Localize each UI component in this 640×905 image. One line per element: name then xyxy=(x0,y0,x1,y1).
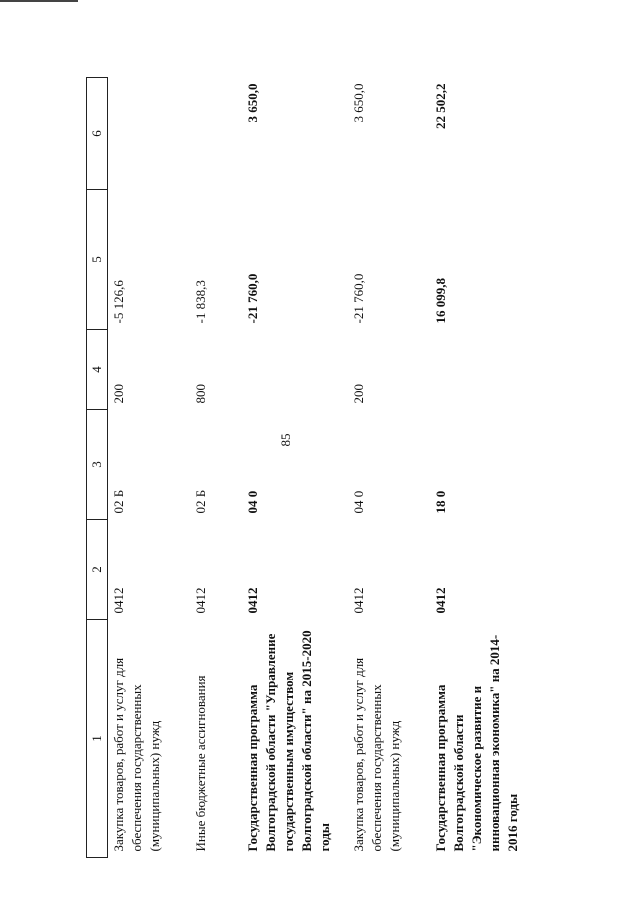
amount-2016: 3 650,0 xyxy=(245,83,260,123)
header-col-1: 1 xyxy=(87,620,108,858)
amount-2015: 16 099,8 xyxy=(433,278,448,324)
header-col-4: 4 xyxy=(87,330,108,410)
row-name: Закупка товаров, работ и услуг для обеспечения государственных (муниципальных) нужд xyxy=(351,657,402,852)
section-code: 0412 xyxy=(193,587,208,614)
amount-2015: -1 838,3 xyxy=(193,280,208,324)
expense-type xyxy=(430,330,544,410)
amount-2016 xyxy=(190,78,242,190)
header-col-2: 2 xyxy=(87,520,108,620)
section-code: 0412 xyxy=(245,587,260,614)
expense-type: 200 xyxy=(111,384,126,404)
header-col-3: 3 xyxy=(87,410,108,520)
row-name: Государственная программа Волгоградской области "Управление государственным имуществом Волгоградской области" на 2015-2020 годы xyxy=(245,630,332,852)
table-row xyxy=(108,78,191,858)
budget-table-container xyxy=(86,78,614,858)
table-row xyxy=(242,78,348,858)
expense-type xyxy=(242,330,348,410)
table-row xyxy=(348,78,430,858)
table-row xyxy=(430,78,544,858)
expense-type: 200 xyxy=(351,384,366,404)
amount-2016 xyxy=(108,78,191,190)
row-name: Закупка товаров, работ и услуг для обеспечения государственных (муниципальных) нужд xyxy=(111,657,162,852)
row-name: Иные бюджетные ассигнования xyxy=(193,675,208,852)
target-code: 02 Б xyxy=(193,489,208,514)
scan-edge-line xyxy=(0,0,78,2)
target-code: 02 Б xyxy=(111,489,126,514)
section-code: 0412 xyxy=(351,587,366,614)
expense-type: 800 xyxy=(193,384,208,404)
page-number: 85 xyxy=(278,433,293,447)
amount-2015: -5 126,6 xyxy=(111,280,126,324)
amount-2015: -21 760,0 xyxy=(245,273,260,324)
section-code: 0412 xyxy=(433,587,448,614)
target-code: 18 0 xyxy=(433,490,448,514)
budget-table xyxy=(86,77,544,858)
section-code: 0412 xyxy=(111,587,126,614)
target-code: 04 0 xyxy=(351,490,366,514)
row-name: Государственная программа Волгоградской области "Экономическое развитие и инновационная экономика" на 2014-2016 годы xyxy=(433,634,520,852)
header-col-5: 5 xyxy=(87,190,108,330)
amount-2016: 22 502,2 xyxy=(433,83,448,129)
table-row xyxy=(190,78,242,858)
header-col-6: 6 xyxy=(87,78,108,190)
amount-2015: -21 760,0 xyxy=(351,273,366,324)
target-code: 04 0 xyxy=(245,490,260,514)
amount-2016: 3 650,0 xyxy=(351,83,366,123)
header-row xyxy=(87,78,108,858)
